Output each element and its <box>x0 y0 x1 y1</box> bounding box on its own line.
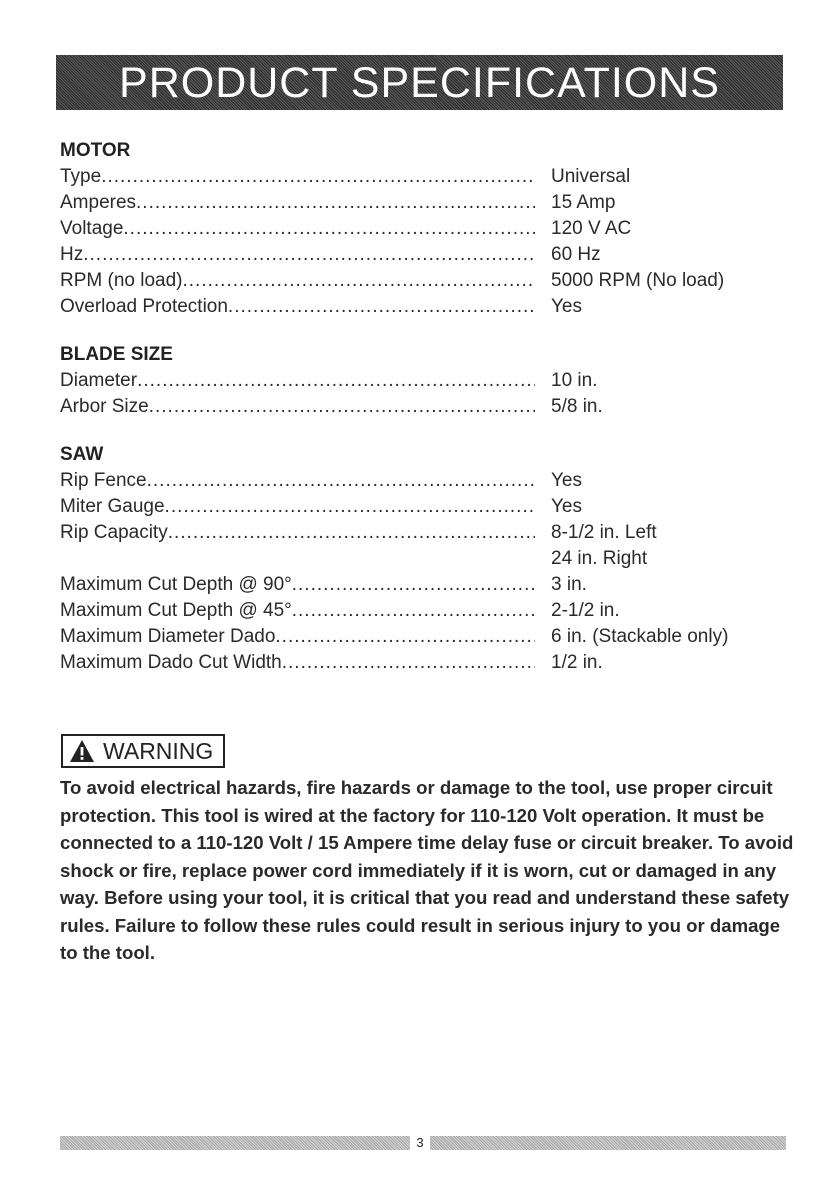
spec-value: 3 in. <box>551 574 587 595</box>
footer-bar-left <box>60 1136 410 1150</box>
spec-value: Yes <box>551 470 582 491</box>
leader-dots <box>292 598 535 624</box>
motor-section <box>60 138 780 320</box>
spec-row <box>60 572 780 598</box>
page-title: PRODUCT SPECIFICATIONS <box>119 59 720 107</box>
spec-label: Diameter <box>60 370 138 391</box>
spec-label: Miter Gauge <box>60 496 165 517</box>
saw-section <box>60 442 780 676</box>
spec-label: Maximum Cut Depth @ 45° <box>60 600 292 621</box>
leader-dots <box>275 624 535 650</box>
spec-row <box>60 368 780 394</box>
spec-row <box>60 394 780 420</box>
section-heading: SAW <box>60 444 104 465</box>
warning-label-box <box>61 734 225 768</box>
leader-dots <box>149 394 535 420</box>
spec-value: 1/2 in. <box>551 652 603 673</box>
leader-dots <box>183 268 536 294</box>
spec-row-continuation <box>60 546 780 572</box>
footer-bar-right <box>430 1136 786 1150</box>
spec-label: Maximum Cut Depth @ 90° <box>60 574 292 595</box>
leader-dots <box>165 494 535 520</box>
spec-label: Amperes <box>60 192 137 213</box>
spec-row <box>60 624 780 650</box>
spec-value: Universal <box>551 166 631 187</box>
spec-label: Voltage <box>60 218 124 239</box>
leader-dots <box>168 520 535 546</box>
page-banner <box>56 55 783 110</box>
leader-dots <box>147 468 535 494</box>
section-heading: BLADE SIZE <box>60 344 173 365</box>
warning-triangle-icon <box>69 739 95 763</box>
spec-row <box>60 494 780 520</box>
spec-row <box>60 520 780 546</box>
spec-value: Yes <box>551 296 582 317</box>
spec-value: Yes <box>551 496 582 517</box>
spec-value: 2-1/2 in. <box>551 600 620 621</box>
spec-row <box>60 190 780 216</box>
spec-row <box>60 650 780 676</box>
blade-size-section <box>60 342 780 420</box>
spec-row <box>60 164 780 190</box>
spec-label: Maximum Dado Cut Width <box>60 652 282 673</box>
spec-label: Overload Protection <box>60 296 228 317</box>
leader-dots <box>137 368 535 394</box>
warning-text: To avoid electrical hazards, fire hazards or damage to the tool, use proper circuit protection. This tool is wired at the factory for 110-120 Volt operation. It must be connected to a 110-120 Volt / 15 Ampere time delay fuse or circuit breaker. To avoid shock or fire, replace power cord immediately if it is worn, cut or damaged in any way. Before using your tool, it is critical that you read and understand these safety rules. Failure to follow these rules could result in serious injury to you or damage to the tool. <box>60 777 794 963</box>
spec-label: Hz <box>60 244 84 265</box>
spec-row <box>60 294 780 320</box>
spec-label: Type <box>60 166 102 187</box>
leader-dots <box>228 294 535 320</box>
leader-dots <box>292 572 535 598</box>
spec-row <box>60 216 780 242</box>
leader-dots <box>136 190 535 216</box>
leader-dots <box>83 242 535 268</box>
leader-dots <box>123 216 535 242</box>
spec-value: 24 in. Right <box>551 548 648 569</box>
warning-label: WARNING <box>103 737 214 764</box>
leader-dots <box>101 164 535 190</box>
spec-row <box>60 242 780 268</box>
spec-row <box>60 598 780 624</box>
spec-label: Rip Fence <box>60 470 147 491</box>
spec-value: 15 Amp <box>551 192 616 213</box>
spec-value: 60 Hz <box>551 244 601 265</box>
spec-value: 120 V AC <box>551 218 632 239</box>
spec-label: Maximum Diameter Dado <box>60 626 276 647</box>
spec-value: 6 in. (Stackable only) <box>551 626 729 647</box>
page-number: 3 <box>416 1135 424 1150</box>
spec-value: 5000 RPM (No load) <box>551 270 725 291</box>
section-heading: MOTOR <box>60 140 131 161</box>
spec-row <box>60 268 780 294</box>
spec-label: RPM (no load) <box>60 270 183 291</box>
spec-label: Arbor Size <box>60 396 149 417</box>
leader-dots <box>282 650 535 676</box>
specifications-list <box>60 138 780 698</box>
spec-value: 5/8 in. <box>551 396 603 417</box>
spec-row <box>60 468 780 494</box>
spec-label: Rip Capacity <box>60 522 168 543</box>
spec-value: 8-1/2 in. Left <box>551 522 657 543</box>
spec-value: 10 in. <box>551 370 598 391</box>
